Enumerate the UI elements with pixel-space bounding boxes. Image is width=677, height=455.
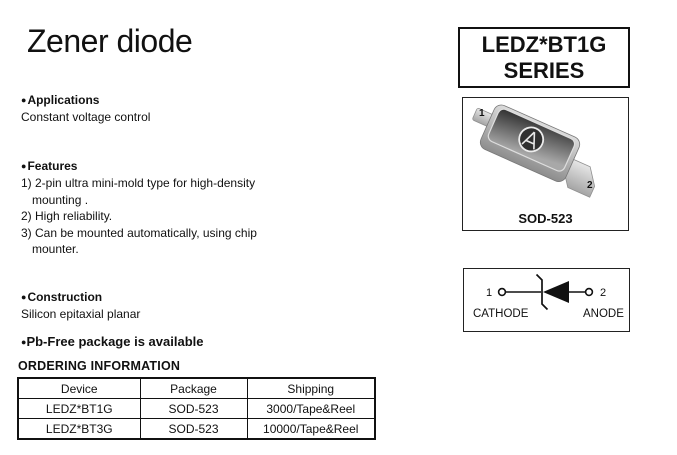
shipping-cell: 10000/Tape&Reel [247,419,375,440]
features-heading-text: Features [27,159,78,173]
cathode-label: CATHODE [473,308,529,320]
construction-body: Silicon epitaxial planar [21,307,141,321]
schematic-pin1-label: 1 [486,287,493,299]
device-cell: LEDZ*BT3G [18,419,140,440]
construction-heading-text: Construction [27,290,103,304]
applications-body: Constant voltage control [21,110,151,124]
bullet-icon: ● [21,337,27,347]
table-row [18,399,375,419]
shipping-cell: 3000/Tape&Reel [247,399,375,419]
feature-line: 3) Can be mounted automatically, using chip [21,225,257,240]
features-heading [21,159,77,173]
bullet-icon: ● [21,292,27,302]
pb-free-text: Pb-Free package is available [26,334,204,349]
bullet-icon: ● [21,161,27,171]
feature-line: 1) 2-pin ultra mini-mold type for high-density [21,176,256,190]
construction-heading [21,290,102,304]
cathode-terminal-icon [499,289,506,296]
applications-heading-text: Applications [27,93,100,107]
pin2-label: 2 [587,180,593,191]
pb-free-note [21,334,203,349]
pin1-label: 1 [479,108,485,119]
features-list [21,175,257,258]
zener-diode-symbol-icon [464,269,629,331]
series-word: SERIES [503,57,585,83]
package-3d-drawing-icon [467,102,624,212]
column-header-device: Device [18,378,140,399]
package-drawing-box [462,97,629,231]
anode-label: ANODE [583,308,624,320]
diode-triangle-icon [543,281,569,303]
ordering-table [17,377,376,440]
ordering-information-heading: ORDERING INFORMATION [18,359,181,373]
device-cell: LEDZ*BT1G [18,399,140,419]
package-cell: SOD-523 [140,419,247,440]
series-title-box [458,27,630,88]
schematic-pin2-label: 2 [600,287,607,299]
applications-heading [21,93,99,107]
anode-terminal-icon [586,289,593,296]
feature-line: 2) High reliability. [21,209,113,223]
package-cell: SOD-523 [140,399,247,419]
column-header-shipping: Shipping [247,378,375,399]
schematic-box [463,268,630,332]
table-row [18,419,375,440]
feature-line: mounter. [32,242,79,256]
feature-line: mounting . [32,192,89,207]
column-header-package: Package [140,378,247,399]
series-name: LEDZ*BT1G [481,31,607,57]
table-header-row [18,378,375,399]
package-name-label: SOD-523 [518,211,573,226]
bullet-icon: ● [21,95,27,105]
page-title: Zener diode [27,23,193,59]
